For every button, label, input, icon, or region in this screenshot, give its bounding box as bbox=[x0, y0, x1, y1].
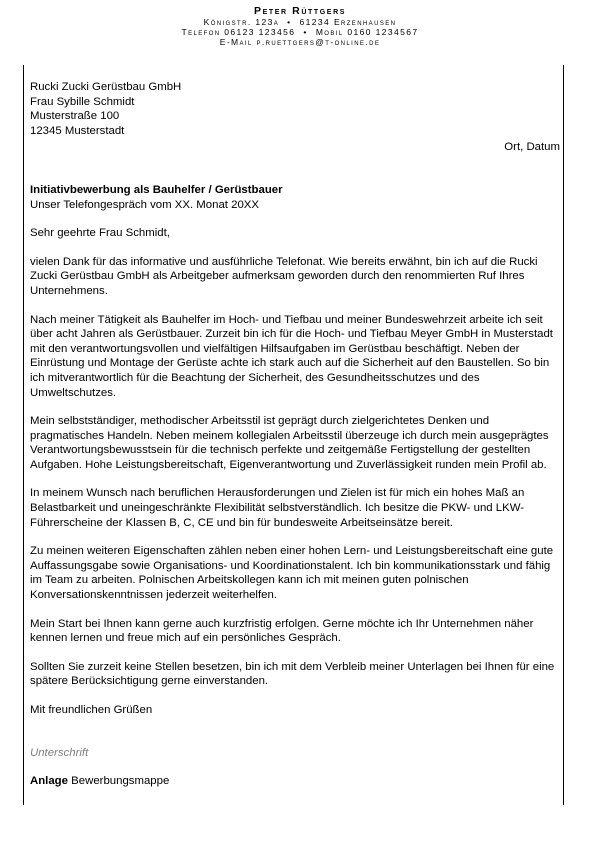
salutation: Sehr geehrte Frau Schmidt, bbox=[30, 227, 170, 240]
place-date: Ort, Datum bbox=[504, 141, 560, 154]
sender-email: E-Mail p.ruettgers@t-online.de bbox=[219, 37, 381, 47]
closing: Mit freundlichen Grüßen bbox=[30, 704, 153, 716]
subject-title: Initiativbewerbung als Bauhelfer / Gerüstbauer bbox=[30, 183, 283, 196]
sender-mobile: Mobil 0160 1234567 bbox=[315, 27, 419, 37]
attachment-label: Anlage bbox=[30, 775, 68, 788]
letterhead bbox=[0, 5, 600, 47]
subject-reference: Unser Telefongespräch vom XX. Monat 20XX bbox=[30, 198, 259, 211]
recipient-street: Musterstraße 100 bbox=[30, 110, 120, 123]
recipient-address bbox=[30, 80, 560, 138]
sender-phone-line bbox=[0, 27, 600, 37]
attachment-line bbox=[30, 774, 560, 789]
separator-dot: • bbox=[287, 17, 292, 27]
subject-block bbox=[30, 183, 560, 212]
attachment-text: Bewerbungsmappe bbox=[71, 775, 170, 788]
body-paragraph: Zu meinen weiteren Eigenschaften zählen neben einer hohen Lern- und Leistungsbereitschaft eine gute Auffassungsgabe sowie Organisations- und Koordinationstalent. Ich bin kommunikationsstark und fähig im Team zu arbeiten. Polnischen Arbeitskollegen kann ich mit meinen guten polnischen Konversationskenntnissen jederzeit weiterhelfen. bbox=[30, 545, 554, 602]
signature-placeholder: Unterschrift bbox=[30, 746, 89, 759]
sender-address-line bbox=[0, 17, 600, 27]
separator-dot: • bbox=[303, 27, 308, 37]
body-paragraph: Nach meiner Tätigkeit als Bauhelfer im Hoch- und Tiefbau und meiner Bundeswehrzeit arbeite ich seit über acht Jahren als Gerüstbauer. Zurzeit bin ich für die Hoch- und Tiefbau Meyer GmbH in Musterstadt mit den verantwortungsvollen und vielfältigen Hilfsaufgaben im Gerüstbau beschäftigt. Neben der Einrüstung und Montage der Gerüste achte ich stark auch auf die Sicherheit auf den Baustellen. So bin ich mitverantwortlich für die Beachtung der Sicherheit, des Gesundheitsschutzes und des Umweltschutzes. bbox=[30, 313, 553, 399]
recipient-city: 12345 Musterstadt bbox=[30, 124, 125, 137]
body-paragraph: In meinem Wunsch nach beruflichen Herausforderungen und Zielen ist für mich ein hohes Maß an Belastbarkeit und uneingeschränkte Flexibilität selbstverständlich. Ich besitze die PKW- und LKW-Führerscheine der Klassen B, C, CE und bin für bundesweite Arbeitseinsätze bereit. bbox=[30, 487, 525, 529]
body-paragraph: Sollten Sie zurzeit keine Stellen besetzen, bin ich mit dem Verbleib meiner Unterlagen bei Ihnen für eine spätere Berücksichtigung gerne einverstanden. bbox=[30, 660, 555, 688]
sender-phone: Telefon 06123 123456 bbox=[181, 27, 296, 37]
body-paragraph: Mein Start bei Ihnen kann gerne auch kurzfristig erfolgen. Gerne möchte ich Ihr Unternehmen näher kennen lernen und freue mich auf ein persönliches Gespräch. bbox=[30, 617, 534, 645]
sender-name: Peter Rüttgers bbox=[253, 5, 347, 17]
sender-city: 61234 Erzenhausen bbox=[299, 17, 397, 27]
recipient-company: Rucki Zucki Gerüstbau GmbH bbox=[30, 81, 182, 93]
recipient-contact: Frau Sybille Schmidt bbox=[30, 95, 135, 108]
sender-street: Königstr. 123a bbox=[203, 17, 280, 27]
body-paragraph: Mein selbstständiger, methodischer Arbeitsstil ist geprägt durch zielgerichtetes Denken und pragmatisches Handeln. Neben meinem kollegialen Arbeitsstil überzeuge ich durch mein ausgeprägtes Verantwortungsbewusstsein für die technisch perfekte und zeitgemäße Fertigstellung der gestellten Aufgaben. Hohe Leistungsbereitschaft, Eigenverantwortung und Zuverlässigkeit runden mein Profil ab. bbox=[30, 415, 549, 471]
letter-body bbox=[30, 80, 560, 789]
body-paragraph: vielen Dank für das informative und ausführliche Telefonat. Wie bereits erwähnt, bin ich auf die Rucki Zucki Gerüstbau GmbH als Arbeitgeber aufmerksam geworden durch den renommierten Ruf Ihres Unternehmens. bbox=[30, 255, 538, 297]
